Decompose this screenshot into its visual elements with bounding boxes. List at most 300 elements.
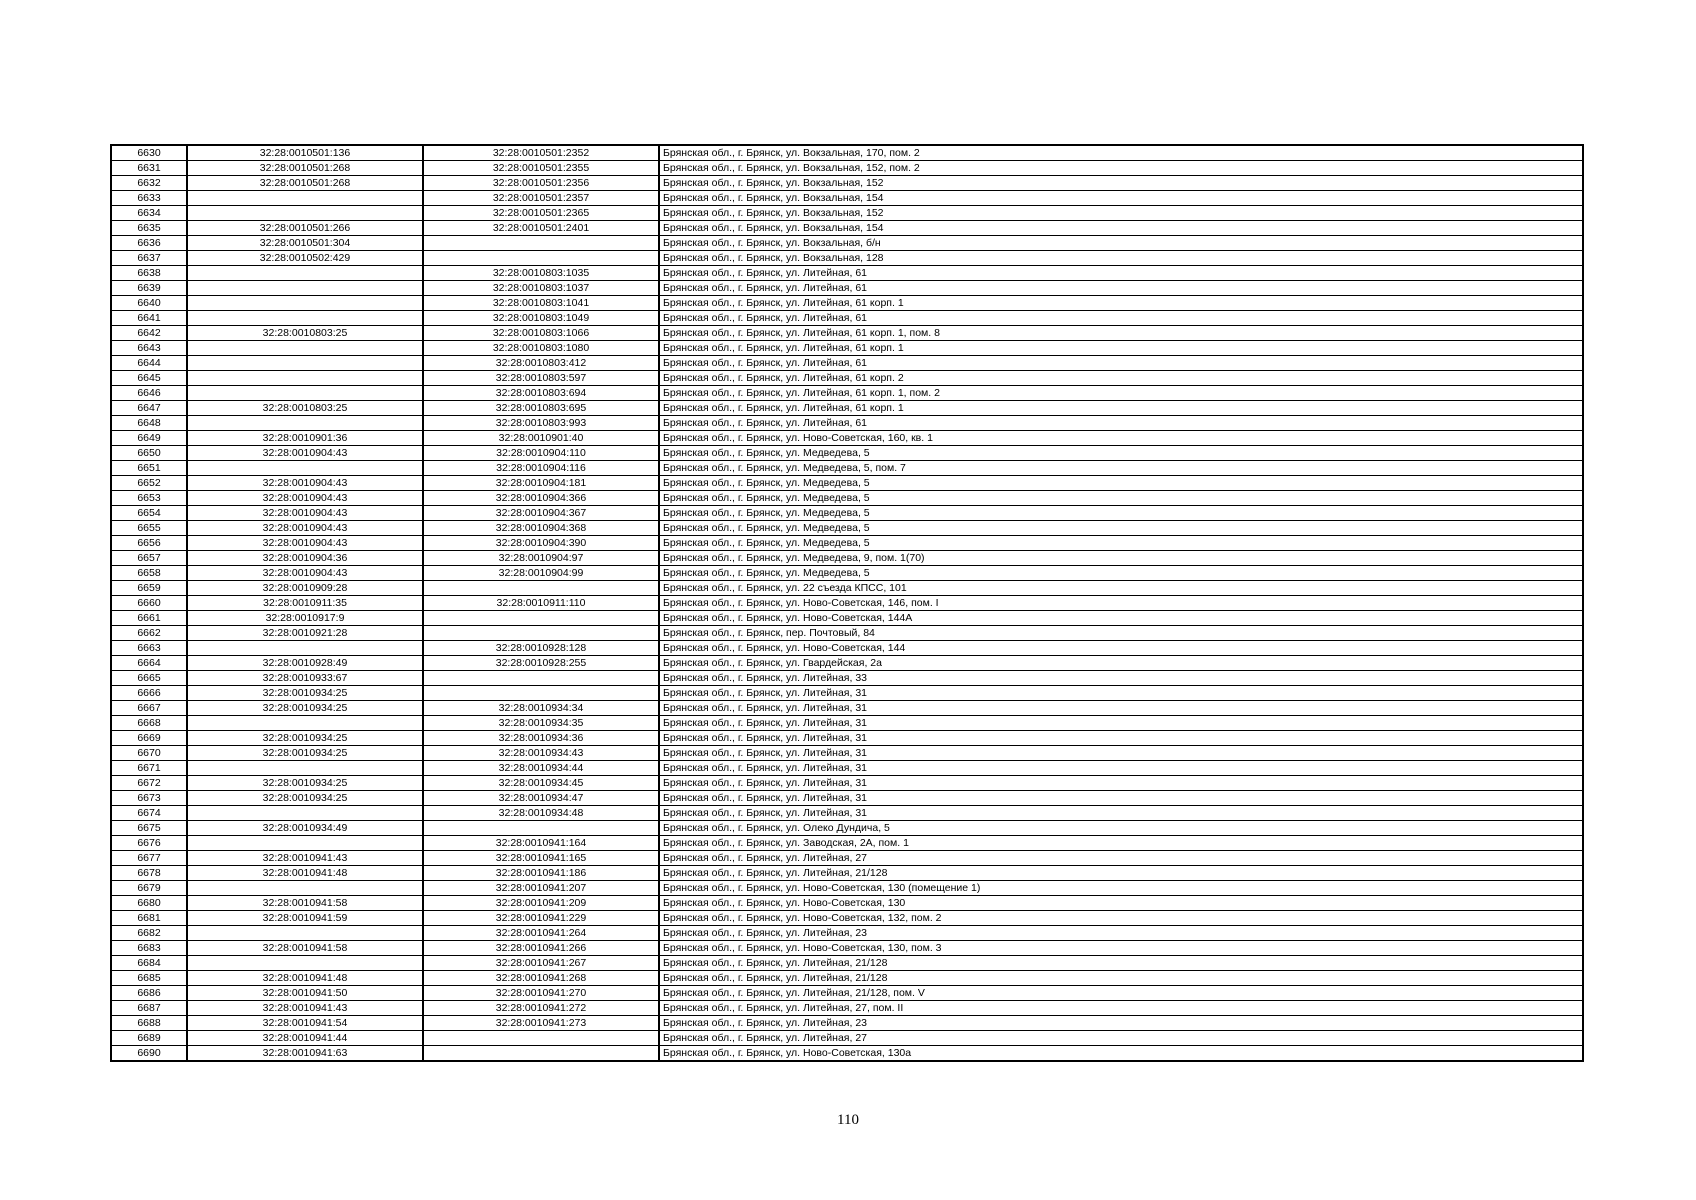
- row-number-cell: 6665: [111, 671, 187, 686]
- address-cell: Брянская обл., г. Брянск, ул. Литейная, 21/128: [659, 866, 1583, 881]
- table-row: [111, 671, 1583, 686]
- table-row: [111, 881, 1583, 896]
- address-cell: Брянская обл., г. Брянск, ул. Литейная, 31: [659, 686, 1583, 701]
- object-cadastral-number-cell: 32:28:0010904:366: [423, 491, 659, 506]
- object-cadastral-number-cell: 32:28:0010803:1080: [423, 341, 659, 356]
- object-cadastral-number-cell: 32:28:0010941:267: [423, 956, 659, 971]
- object-cadastral-number-cell: 32:28:0010803:597: [423, 371, 659, 386]
- row-number-cell: 6680: [111, 896, 187, 911]
- row-number-cell: 6672: [111, 776, 187, 791]
- row-number-cell: 6653: [111, 491, 187, 506]
- land-cadastral-number-cell: [187, 641, 423, 656]
- address-cell: Брянская обл., г. Брянск, ул. Литейная, 61 корп. 1, пом. 8: [659, 326, 1583, 341]
- object-cadastral-number-cell: 32:28:0010501:2352: [423, 145, 659, 161]
- row-number-cell: 6651: [111, 461, 187, 476]
- row-number-cell: 6650: [111, 446, 187, 461]
- table-row: [111, 386, 1583, 401]
- row-number-cell: 6646: [111, 386, 187, 401]
- row-number-cell: 6658: [111, 566, 187, 581]
- address-cell: Брянская обл., г. Брянск, ул. Литейная, 61 корп. 1: [659, 341, 1583, 356]
- object-cadastral-number-cell: 32:28:0010501:2357: [423, 191, 659, 206]
- address-cell: Брянская обл., г. Брянск, ул. Вокзальная, 152, пом. 2: [659, 161, 1583, 176]
- land-cadastral-number-cell: 32:28:0010934:25: [187, 701, 423, 716]
- land-cadastral-number-cell: 32:28:0010901:36: [187, 431, 423, 446]
- land-cadastral-number-cell: 32:28:0010941:48: [187, 971, 423, 986]
- address-cell: Брянская обл., г. Брянск, ул. Медведева, 5: [659, 446, 1583, 461]
- address-cell: Брянская обл., г. Брянск, ул. Литейная, 31: [659, 701, 1583, 716]
- address-cell: Брянская обл., г. Брянск, ул. Литейная, 27: [659, 851, 1583, 866]
- address-cell: Брянская обл., г. Брянск, ул. Медведева, 5: [659, 491, 1583, 506]
- row-number-cell: 6682: [111, 926, 187, 941]
- object-cadastral-number-cell: 32:28:0010803:1035: [423, 266, 659, 281]
- table-row: [111, 206, 1583, 221]
- address-cell: Брянская обл., г. Брянск, ул. Литейная, 27: [659, 1031, 1583, 1046]
- land-cadastral-number-cell: 32:28:0010909:28: [187, 581, 423, 596]
- address-cell: Брянская обл., г. Брянск, ул. Вокзальная, 152: [659, 206, 1583, 221]
- row-number-cell: 6663: [111, 641, 187, 656]
- table-row: [111, 326, 1583, 341]
- row-number-cell: 6641: [111, 311, 187, 326]
- row-number-cell: 6652: [111, 476, 187, 491]
- object-cadastral-number-cell: 32:28:0010928:128: [423, 641, 659, 656]
- land-cadastral-number-cell: 32:28:0010904:43: [187, 536, 423, 551]
- address-cell: Брянская обл., г. Брянск, ул. Литейная, 61 корп. 1, пом. 2: [659, 386, 1583, 401]
- table-row: [111, 776, 1583, 791]
- land-cadastral-number-cell: 32:28:0010904:43: [187, 446, 423, 461]
- row-number-cell: 6632: [111, 176, 187, 191]
- table-row: [111, 806, 1583, 821]
- table-row: [111, 521, 1583, 536]
- land-cadastral-number-cell: 32:28:0010941:54: [187, 1016, 423, 1031]
- table-row: [111, 866, 1583, 881]
- land-cadastral-number-cell: [187, 761, 423, 776]
- object-cadastral-number-cell: 32:28:0010934:45: [423, 776, 659, 791]
- address-cell: Брянская обл., г. Брянск, ул. Ново-Советская, 130: [659, 896, 1583, 911]
- page-number: 110: [837, 1112, 859, 1128]
- object-cadastral-number-cell: 32:28:0010501:2365: [423, 206, 659, 221]
- address-cell: Брянская обл., г. Брянск, ул. Литейная, 61: [659, 356, 1583, 371]
- table-row: [111, 656, 1583, 671]
- table-row: [111, 821, 1583, 836]
- row-number-cell: 6689: [111, 1031, 187, 1046]
- object-cadastral-number-cell: 32:28:0010934:44: [423, 761, 659, 776]
- address-cell: Брянская обл., г. Брянск, ул. Литейная, 31: [659, 761, 1583, 776]
- table-row: [111, 716, 1583, 731]
- object-cadastral-number-cell: 32:28:0010901:40: [423, 431, 659, 446]
- table-row: [111, 296, 1583, 311]
- object-cadastral-number-cell: 32:28:0010934:48: [423, 806, 659, 821]
- address-cell: Брянская обл., г. Брянск, ул. Заводская, 2А, пом. 1: [659, 836, 1583, 851]
- address-cell: Брянская обл., г. Брянск, ул. 22 съезда КПСС, 101: [659, 581, 1583, 596]
- object-cadastral-number-cell: 32:28:0010941:164: [423, 836, 659, 851]
- table-row: [111, 791, 1583, 806]
- object-cadastral-number-cell: 32:28:0010904:97: [423, 551, 659, 566]
- object-cadastral-number-cell: 32:28:0010803:1041: [423, 296, 659, 311]
- table-row: [111, 701, 1583, 716]
- row-number-cell: 6678: [111, 866, 187, 881]
- row-number-cell: 6649: [111, 431, 187, 446]
- object-cadastral-number-cell: 32:28:0010934:35: [423, 716, 659, 731]
- table-row: [111, 461, 1583, 476]
- address-cell: Брянская обл., г. Брянск, ул. Олеко Дундича, 5: [659, 821, 1583, 836]
- table-row: [111, 986, 1583, 1001]
- object-cadastral-number-cell: 32:28:0010803:993: [423, 416, 659, 431]
- row-number-cell: 6659: [111, 581, 187, 596]
- land-cadastral-number-cell: [187, 341, 423, 356]
- object-cadastral-number-cell: 32:28:0010803:695: [423, 401, 659, 416]
- row-number-cell: 6664: [111, 656, 187, 671]
- object-cadastral-number-cell: [423, 671, 659, 686]
- land-cadastral-number-cell: 32:28:0010941:43: [187, 851, 423, 866]
- address-cell: Брянская обл., г. Брянск, ул. Литейная, 31: [659, 806, 1583, 821]
- land-cadastral-number-cell: [187, 296, 423, 311]
- table-row: [111, 836, 1583, 851]
- address-cell: Брянская обл., г. Брянск, ул. Ново-Советская, 130а: [659, 1046, 1583, 1062]
- table-row: [111, 1046, 1583, 1062]
- land-cadastral-number-cell: [187, 191, 423, 206]
- object-cadastral-number-cell: 32:28:0010941:268: [423, 971, 659, 986]
- object-cadastral-number-cell: 32:28:0010904:181: [423, 476, 659, 491]
- land-cadastral-number-cell: 32:28:0010904:43: [187, 566, 423, 581]
- table-row: [111, 221, 1583, 236]
- address-cell: Брянская обл., г. Брянск, ул. Медведева, 9, пом. 1(70): [659, 551, 1583, 566]
- land-cadastral-number-cell: [187, 371, 423, 386]
- address-cell: Брянская обл., г. Брянск, ул. Литейная, 31: [659, 731, 1583, 746]
- table-row: [111, 911, 1583, 926]
- table-row: [111, 311, 1583, 326]
- row-number-cell: 6668: [111, 716, 187, 731]
- address-cell: Брянская обл., г. Брянск, ул. Литейная, 21/128: [659, 971, 1583, 986]
- row-number-cell: 6666: [111, 686, 187, 701]
- address-cell: Брянская обл., г. Брянск, ул. Медведева, 5, пом. 7: [659, 461, 1583, 476]
- table-row: [111, 566, 1583, 581]
- object-cadastral-number-cell: 32:28:0010941:272: [423, 1001, 659, 1016]
- object-cadastral-number-cell: 32:28:0010941:207: [423, 881, 659, 896]
- row-number-cell: 6639: [111, 281, 187, 296]
- land-cadastral-number-cell: 32:28:0010904:43: [187, 491, 423, 506]
- land-cadastral-number-cell: [187, 836, 423, 851]
- object-cadastral-number-cell: 32:28:0010941:229: [423, 911, 659, 926]
- row-number-cell: 6669: [111, 731, 187, 746]
- object-cadastral-number-cell: [423, 236, 659, 251]
- table-row: [111, 731, 1583, 746]
- land-cadastral-number-cell: 32:28:0010941:43: [187, 1001, 423, 1016]
- object-cadastral-number-cell: 32:28:0010803:1037: [423, 281, 659, 296]
- row-number-cell: 6642: [111, 326, 187, 341]
- row-number-cell: 6637: [111, 251, 187, 266]
- row-number-cell: 6671: [111, 761, 187, 776]
- land-cadastral-number-cell: 32:28:0010911:35: [187, 596, 423, 611]
- address-cell: Брянская обл., г. Брянск, ул. Вокзальная, 154: [659, 191, 1583, 206]
- land-cadastral-number-cell: [187, 281, 423, 296]
- object-cadastral-number-cell: 32:28:0010904:110: [423, 446, 659, 461]
- object-cadastral-number-cell: [423, 611, 659, 626]
- land-cadastral-number-cell: [187, 266, 423, 281]
- table-row: [111, 611, 1583, 626]
- table-row: [111, 176, 1583, 191]
- table-row: [111, 551, 1583, 566]
- land-cadastral-number-cell: [187, 356, 423, 371]
- table-row: [111, 266, 1583, 281]
- address-cell: Брянская обл., г. Брянск, ул. Литейная, 23: [659, 1016, 1583, 1031]
- address-cell: Брянская обл., г. Брянск, ул. Литейная, 33: [659, 671, 1583, 686]
- row-number-cell: 6684: [111, 956, 187, 971]
- address-cell: Брянская обл., г. Брянск, ул. Вокзальная, 154: [659, 221, 1583, 236]
- table-row: [111, 851, 1583, 866]
- land-cadastral-number-cell: 32:28:0010941:48: [187, 866, 423, 881]
- table-row: [111, 596, 1583, 611]
- table-row: [111, 686, 1583, 701]
- land-cadastral-number-cell: [187, 311, 423, 326]
- address-cell: Брянская обл., г. Брянск, пер. Почтовый, 84: [659, 626, 1583, 641]
- land-cadastral-number-cell: 32:28:0010933:67: [187, 671, 423, 686]
- address-cell: Брянская обл., г. Брянск, ул. Ново-Советская, 144А: [659, 611, 1583, 626]
- table-row: [111, 251, 1583, 266]
- object-cadastral-number-cell: 32:28:0010501:2355: [423, 161, 659, 176]
- land-cadastral-number-cell: 32:28:0010934:25: [187, 731, 423, 746]
- land-cadastral-number-cell: 32:28:0010941:59: [187, 911, 423, 926]
- row-number-cell: 6662: [111, 626, 187, 641]
- object-cadastral-number-cell: [423, 581, 659, 596]
- row-number-cell: 6670: [111, 746, 187, 761]
- object-cadastral-number-cell: 32:28:0010911:110: [423, 596, 659, 611]
- address-cell: Брянская обл., г. Брянск, ул. Литейная, 61 корп. 2: [659, 371, 1583, 386]
- land-cadastral-number-cell: 32:28:0010501:304: [187, 236, 423, 251]
- address-cell: Брянская обл., г. Брянск, ул. Ново-Советская, 146, пом. I: [659, 596, 1583, 611]
- object-cadastral-number-cell: 32:28:0010904:390: [423, 536, 659, 551]
- address-cell: Брянская обл., г. Брянск, ул. Вокзальная, 170, пом. 2: [659, 145, 1583, 161]
- address-cell: Брянская обл., г. Брянск, ул. Литейная, 61: [659, 416, 1583, 431]
- address-cell: Брянская обл., г. Брянск, ул. Ново-Советская, 132, пом. 2: [659, 911, 1583, 926]
- land-cadastral-number-cell: 32:28:0010934:49: [187, 821, 423, 836]
- land-cadastral-number-cell: 32:28:0010934:25: [187, 686, 423, 701]
- address-cell: Брянская обл., г. Брянск, ул. Литейная, 31: [659, 791, 1583, 806]
- row-number-cell: 6687: [111, 1001, 187, 1016]
- row-number-cell: 6676: [111, 836, 187, 851]
- object-cadastral-number-cell: 32:28:0010501:2401: [423, 221, 659, 236]
- address-cell: Брянская обл., г. Брянск, ул. Ново-Советская, 130 (помещение 1): [659, 881, 1583, 896]
- land-cadastral-number-cell: [187, 206, 423, 221]
- row-number-cell: 6688: [111, 1016, 187, 1031]
- address-cell: Брянская обл., г. Брянск, ул. Литейная, 27, пом. II: [659, 1001, 1583, 1016]
- table-row: [111, 401, 1583, 416]
- row-number-cell: 6645: [111, 371, 187, 386]
- row-number-cell: 6681: [111, 911, 187, 926]
- object-cadastral-number-cell: [423, 1046, 659, 1062]
- cadastral-registry-table: [110, 144, 1584, 1062]
- object-cadastral-number-cell: 32:28:0010904:99: [423, 566, 659, 581]
- object-cadastral-number-cell: 32:28:0010934:47: [423, 791, 659, 806]
- row-number-cell: 6677: [111, 851, 187, 866]
- table-row: [111, 1001, 1583, 1016]
- land-cadastral-number-cell: 32:28:0010941:50: [187, 986, 423, 1001]
- address-cell: Брянская обл., г. Брянск, ул. Вокзальная, 152: [659, 176, 1583, 191]
- object-cadastral-number-cell: 32:28:0010941:186: [423, 866, 659, 881]
- row-number-cell: 6635: [111, 221, 187, 236]
- table-row: [111, 356, 1583, 371]
- land-cadastral-number-cell: 32:28:0010917:9: [187, 611, 423, 626]
- row-number-cell: 6647: [111, 401, 187, 416]
- row-number-cell: 6675: [111, 821, 187, 836]
- object-cadastral-number-cell: 32:28:0010904:368: [423, 521, 659, 536]
- land-cadastral-number-cell: 32:28:0010501:266: [187, 221, 423, 236]
- row-number-cell: 6656: [111, 536, 187, 551]
- land-cadastral-number-cell: 32:28:0010934:25: [187, 791, 423, 806]
- object-cadastral-number-cell: [423, 1031, 659, 1046]
- land-cadastral-number-cell: 32:28:0010941:58: [187, 896, 423, 911]
- table-row: [111, 536, 1583, 551]
- address-cell: Брянская обл., г. Брянск, ул. Литейная, 21/128, пом. V: [659, 986, 1583, 1001]
- table-row: [111, 506, 1583, 521]
- row-number-cell: 6644: [111, 356, 187, 371]
- row-number-cell: 6654: [111, 506, 187, 521]
- object-cadastral-number-cell: 32:28:0010803:412: [423, 356, 659, 371]
- object-cadastral-number-cell: 32:28:0010941:264: [423, 926, 659, 941]
- address-cell: Брянская обл., г. Брянск, ул. Медведева, 5: [659, 476, 1583, 491]
- address-cell: Брянская обл., г. Брянск, ул. Литейная, 31: [659, 776, 1583, 791]
- row-number-cell: 6638: [111, 266, 187, 281]
- object-cadastral-number-cell: 32:28:0010941:266: [423, 941, 659, 956]
- table-row: [111, 446, 1583, 461]
- row-number-cell: 6683: [111, 941, 187, 956]
- table-row: [111, 971, 1583, 986]
- registry-table-body: [111, 145, 1583, 1061]
- table-row: [111, 746, 1583, 761]
- address-cell: Брянская обл., г. Брянск, ул. Литейная, 21/128: [659, 956, 1583, 971]
- land-cadastral-number-cell: [187, 386, 423, 401]
- address-cell: Брянская обл., г. Брянск, ул. Литейная, 31: [659, 716, 1583, 731]
- table-row: [111, 926, 1583, 941]
- table-row: [111, 236, 1583, 251]
- land-cadastral-number-cell: 32:28:0010501:136: [187, 145, 423, 161]
- address-cell: Брянская обл., г. Брянск, ул. Литейная, 23: [659, 926, 1583, 941]
- land-cadastral-number-cell: 32:28:0010502:429: [187, 251, 423, 266]
- table-row: [111, 641, 1583, 656]
- table-row: [111, 581, 1583, 596]
- object-cadastral-number-cell: [423, 251, 659, 266]
- object-cadastral-number-cell: 32:28:0010904:367: [423, 506, 659, 521]
- address-cell: Брянская обл., г. Брянск, ул. Медведева, 5: [659, 506, 1583, 521]
- table-row: [111, 341, 1583, 356]
- row-number-cell: 6655: [111, 521, 187, 536]
- address-cell: Брянская обл., г. Брянск, ул. Литейная, 31: [659, 746, 1583, 761]
- row-number-cell: 6673: [111, 791, 187, 806]
- land-cadastral-number-cell: 32:28:0010921:28: [187, 626, 423, 641]
- table-row: [111, 145, 1583, 161]
- object-cadastral-number-cell: 32:28:0010803:694: [423, 386, 659, 401]
- table-row: [111, 941, 1583, 956]
- land-cadastral-number-cell: 32:28:0010803:25: [187, 326, 423, 341]
- address-cell: Брянская обл., г. Брянск, ул. Литейная, 61: [659, 311, 1583, 326]
- object-cadastral-number-cell: 32:28:0010501:2356: [423, 176, 659, 191]
- land-cadastral-number-cell: [187, 716, 423, 731]
- address-cell: Брянская обл., г. Брянск, ул. Ново-Советская, 144: [659, 641, 1583, 656]
- object-cadastral-number-cell: 32:28:0010934:34: [423, 701, 659, 716]
- object-cadastral-number-cell: [423, 626, 659, 641]
- table-row: [111, 431, 1583, 446]
- land-cadastral-number-cell: 32:28:0010941:58: [187, 941, 423, 956]
- land-cadastral-number-cell: 32:28:0010904:43: [187, 521, 423, 536]
- address-cell: Брянская обл., г. Брянск, ул. Литейная, 61: [659, 266, 1583, 281]
- table-row: [111, 191, 1583, 206]
- row-number-cell: 6679: [111, 881, 187, 896]
- land-cadastral-number-cell: 32:28:0010501:268: [187, 176, 423, 191]
- land-cadastral-number-cell: [187, 881, 423, 896]
- object-cadastral-number-cell: 32:28:0010941:165: [423, 851, 659, 866]
- land-cadastral-number-cell: 32:28:0010941:63: [187, 1046, 423, 1062]
- row-number-cell: 6661: [111, 611, 187, 626]
- row-number-cell: 6660: [111, 596, 187, 611]
- table-row: [111, 896, 1583, 911]
- object-cadastral-number-cell: 32:28:0010928:255: [423, 656, 659, 671]
- address-cell: Брянская обл., г. Брянск, ул. Медведева, 5: [659, 566, 1583, 581]
- address-cell: Брянская обл., г. Брянск, ул. Литейная, 61: [659, 281, 1583, 296]
- land-cadastral-number-cell: 32:28:0010803:25: [187, 401, 423, 416]
- object-cadastral-number-cell: [423, 686, 659, 701]
- row-number-cell: 6640: [111, 296, 187, 311]
- land-cadastral-number-cell: [187, 956, 423, 971]
- object-cadastral-number-cell: 32:28:0010934:36: [423, 731, 659, 746]
- address-cell: Брянская обл., г. Брянск, ул. Литейная, 61 корп. 1: [659, 401, 1583, 416]
- object-cadastral-number-cell: 32:28:0010941:273: [423, 1016, 659, 1031]
- object-cadastral-number-cell: 32:28:0010941:270: [423, 986, 659, 1001]
- address-cell: Брянская обл., г. Брянск, ул. Медведева, 5: [659, 521, 1583, 536]
- table-row: [111, 761, 1583, 776]
- table-row: [111, 371, 1583, 386]
- land-cadastral-number-cell: 32:28:0010501:268: [187, 161, 423, 176]
- land-cadastral-number-cell: [187, 461, 423, 476]
- address-cell: Брянская обл., г. Брянск, ул. Вокзальная, 128: [659, 251, 1583, 266]
- object-cadastral-number-cell: [423, 821, 659, 836]
- object-cadastral-number-cell: 32:28:0010904:116: [423, 461, 659, 476]
- object-cadastral-number-cell: 32:28:0010934:43: [423, 746, 659, 761]
- table-row: [111, 161, 1583, 176]
- table-row: [111, 1016, 1583, 1031]
- land-cadastral-number-cell: 32:28:0010904:43: [187, 476, 423, 491]
- object-cadastral-number-cell: 32:28:0010803:1066: [423, 326, 659, 341]
- land-cadastral-number-cell: 32:28:0010928:49: [187, 656, 423, 671]
- table-row: [111, 1031, 1583, 1046]
- table-row: [111, 416, 1583, 431]
- table-row: [111, 476, 1583, 491]
- row-number-cell: 6636: [111, 236, 187, 251]
- row-number-cell: 6690: [111, 1046, 187, 1062]
- address-cell: Брянская обл., г. Брянск, ул. Ново-Советская, 130, пом. 3: [659, 941, 1583, 956]
- address-cell: Брянская обл., г. Брянск, ул. Ново-Советская, 160, кв. 1: [659, 431, 1583, 446]
- row-number-cell: 6667: [111, 701, 187, 716]
- address-cell: Брянская обл., г. Брянск, ул. Литейная, 61 корп. 1: [659, 296, 1583, 311]
- address-cell: Брянская обл., г. Брянск, ул. Вокзальная, б/н: [659, 236, 1583, 251]
- row-number-cell: 6657: [111, 551, 187, 566]
- land-cadastral-number-cell: [187, 806, 423, 821]
- row-number-cell: 6674: [111, 806, 187, 821]
- land-cadastral-number-cell: 32:28:0010904:43: [187, 506, 423, 521]
- row-number-cell: 6686: [111, 986, 187, 1001]
- table-row: [111, 491, 1583, 506]
- address-cell: Брянская обл., г. Брянск, ул. Гвардейская, 2а: [659, 656, 1583, 671]
- address-cell: Брянская обл., г. Брянск, ул. Медведева, 5: [659, 536, 1583, 551]
- object-cadastral-number-cell: 32:28:0010941:209: [423, 896, 659, 911]
- table-row: [111, 626, 1583, 641]
- row-number-cell: 6633: [111, 191, 187, 206]
- row-number-cell: 6630: [111, 145, 187, 161]
- row-number-cell: 6631: [111, 161, 187, 176]
- land-cadastral-number-cell: 32:28:0010934:25: [187, 776, 423, 791]
- row-number-cell: 6643: [111, 341, 187, 356]
- row-number-cell: 6634: [111, 206, 187, 221]
- row-number-cell: 6648: [111, 416, 187, 431]
- row-number-cell: 6685: [111, 971, 187, 986]
